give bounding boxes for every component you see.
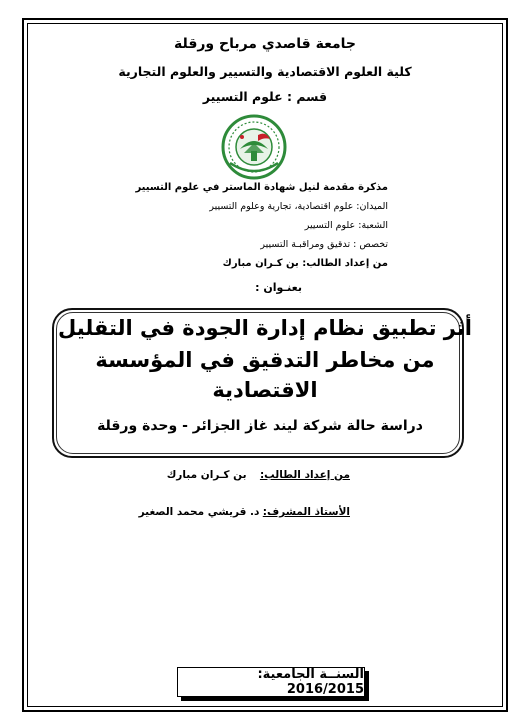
academic-year-box	[177, 667, 365, 697]
memo-purpose: مذكرة مقدمة لنيل شهادة الماستر في علوم التسيير	[135, 182, 388, 193]
field-line: الميدان: علوم اقتصادية، تجارية وعلوم التسيير	[209, 201, 388, 212]
university-logo-icon	[218, 113, 290, 181]
department-name: قسم : علوم التسيير	[202, 89, 328, 104]
student-credit	[167, 469, 350, 481]
branch-line: الشعبة: علوم التسيير	[304, 220, 388, 231]
thesis-title-line1: أثر تطبيق نظام إدارة الجودة في التقليل	[58, 316, 472, 340]
university-name: جامعة قاصدي مرباح ورقلة	[173, 36, 356, 52]
prepared-by-line: من إعداد الطالب: بن كـران مبارك	[222, 258, 388, 269]
supervisor-label: الأستاذ المشرف:	[262, 506, 350, 518]
thesis-title-line3: الاقتصادية	[212, 378, 318, 402]
specialty-line: تخصص : تدقيق ومراقبـة التسيير	[260, 239, 388, 250]
faculty-name: كلية العلوم الاقتصادية والتسيير والعلوم التجارية	[118, 64, 412, 79]
titled-label: بعنـوان :	[255, 281, 302, 294]
supervisor-name: د. قريشي محمد الصغير	[138, 506, 260, 518]
supervisor-credit	[139, 506, 350, 518]
academic-year: السنــة الجامعية: 2016/2015	[257, 667, 364, 697]
thesis-subtitle: دراسة حالة شركة ليند غاز الجزائر - وحدة ورقلة	[97, 418, 423, 434]
student-name: بن كـران مبارك	[166, 469, 247, 481]
thesis-title-line2: من مخاطر التدقيق في المؤسسة	[95, 348, 435, 372]
student-label: من إعداد الطالب:	[259, 469, 350, 481]
